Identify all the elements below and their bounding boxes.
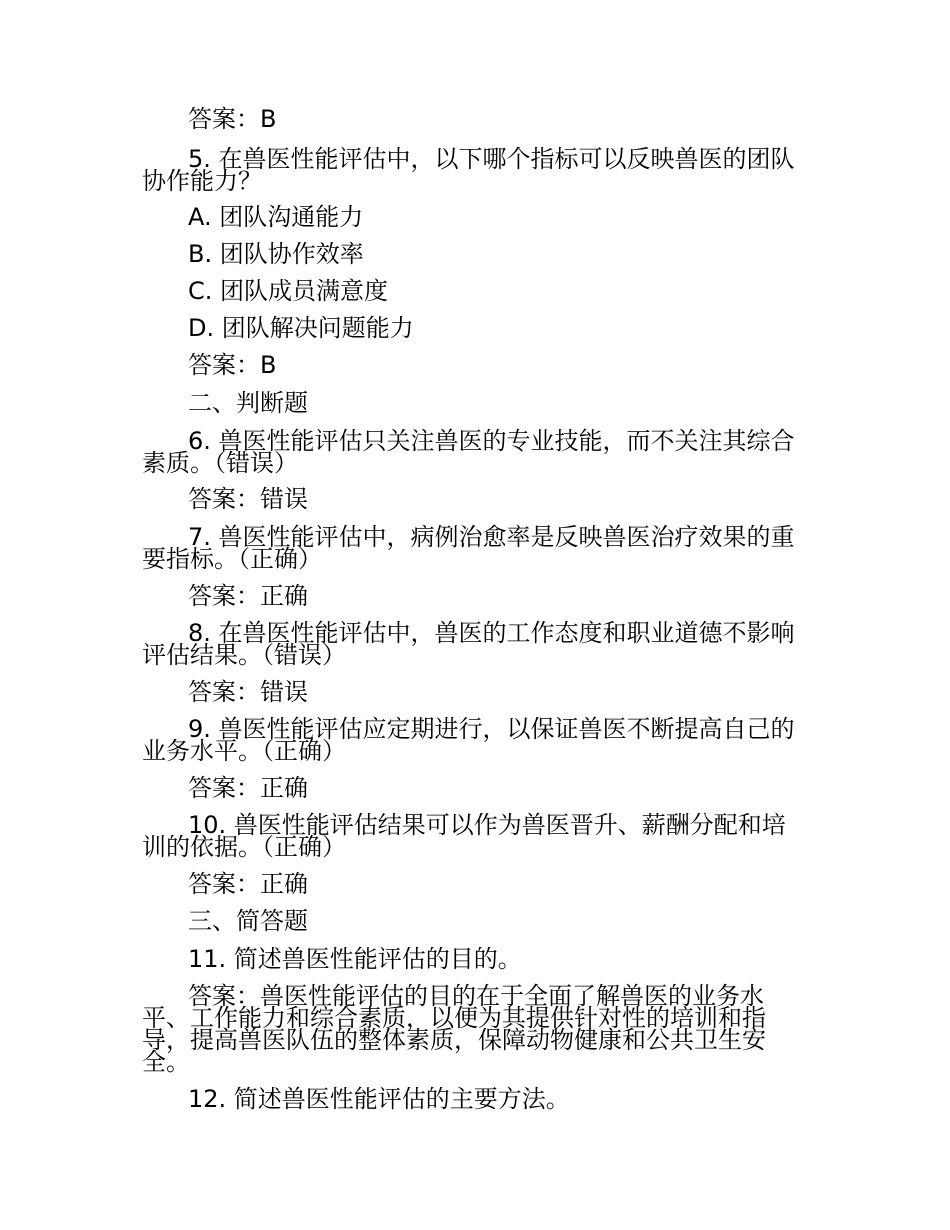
question-9-line-1: 9. 兽医性能评估应定期进行，以保证兽医不断提高自己的 xyxy=(188,715,795,743)
answer-11-line-4: 全。 xyxy=(142,1048,190,1076)
answer-line: 答案：错误 xyxy=(188,678,308,706)
question-10-line-2: 训的依据。（正确） xyxy=(142,833,346,861)
answer-line: 答案：B xyxy=(188,351,277,379)
option-c: C. 团队成员满意度 xyxy=(188,277,389,305)
answer-line: 答案：正确 xyxy=(188,582,308,610)
option-a: A. 团队沟通能力 xyxy=(188,203,364,231)
answer-line: 答案：B xyxy=(188,105,277,133)
question-11: 11. 简述兽医性能评估的目的。 xyxy=(188,945,522,973)
option-b: B. 团队协作效率 xyxy=(188,240,364,268)
option-d: D. 团队解决问题能力 xyxy=(188,314,414,342)
answer-11-line-2: 平、工作能力和综合素质，以便为其提供针对性的培训和指 xyxy=(142,1004,766,1032)
section-heading-judgement: 二、判断题 xyxy=(188,389,308,417)
question-6-line-1: 6. 兽医性能评估只关注兽医的专业技能，而不关注其综合 xyxy=(188,427,795,455)
question-12: 12. 简述兽医性能评估的主要方法。 xyxy=(188,1085,570,1113)
answer-11-line-1: 答案：兽医性能评估的目的在于全面了解兽医的业务水 xyxy=(188,982,764,1010)
question-8-line-2: 评估结果。（错误） xyxy=(142,641,346,669)
section-heading-short-answer: 三、简答题 xyxy=(188,907,308,935)
question-7-line-2: 要指标。（正确） xyxy=(142,545,322,573)
answer-11-line-3: 导，提高兽医队伍的整体素质，保障动物健康和公共卫生安 xyxy=(142,1026,766,1054)
question-6-line-2: 素质。（错误） xyxy=(142,449,298,477)
answer-line: 答案：正确 xyxy=(188,774,308,802)
question-5-line-2: 协作能力？ xyxy=(142,167,262,195)
question-9-line-2: 业务水平。（正确） xyxy=(142,737,346,765)
question-8-line-1: 8. 在兽医性能评估中，兽医的工作态度和职业道德不影响 xyxy=(188,619,795,647)
question-7-line-1: 7. 兽医性能评估中，病例治愈率是反映兽医治疗效果的重 xyxy=(188,523,795,551)
answer-line: 答案：错误 xyxy=(188,485,308,513)
answer-line: 答案：正确 xyxy=(188,870,308,898)
question-5-line-1: 5. 在兽医性能评估中，以下哪个指标可以反映兽医的团队 xyxy=(188,145,795,173)
question-10-line-1: 10. 兽医性能评估结果可以作为兽医晋升、薪酬分配和培 xyxy=(188,811,786,839)
